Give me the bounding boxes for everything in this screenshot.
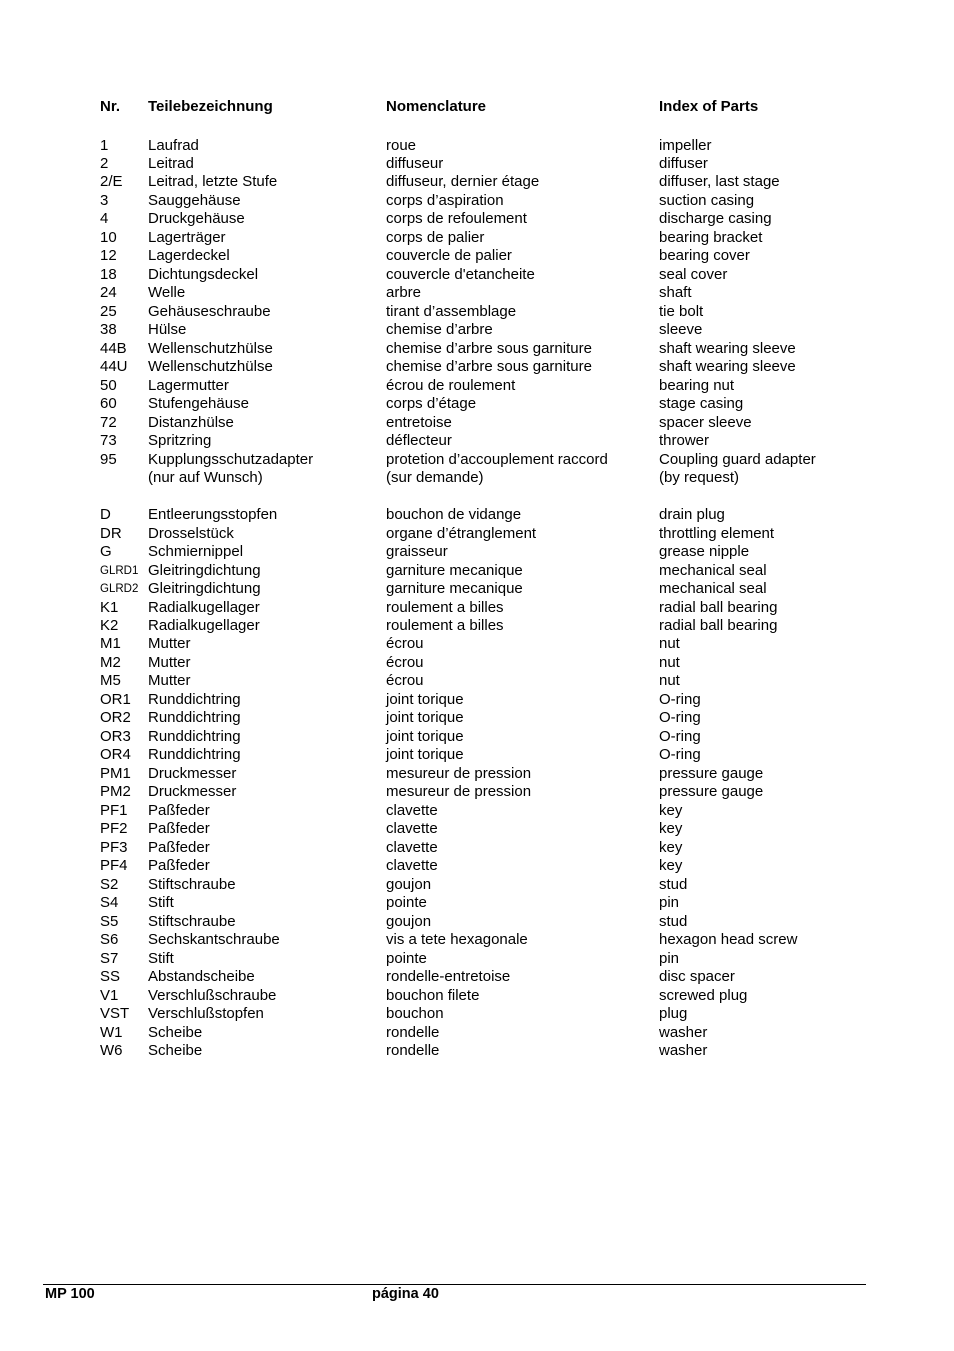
parts-row <box>0 358 954 376</box>
parts-cell-fr: corps de palier <box>386 228 485 246</box>
parts-row <box>0 709 954 727</box>
parts-cell-de: Mutter <box>148 672 191 690</box>
parts-cell-en: bearing bracket <box>659 228 763 246</box>
parts-cell-de: Paßfeder <box>148 801 210 819</box>
parts-cell-nr: 95 <box>100 450 117 468</box>
parts-cell-fr: goujon <box>386 912 432 930</box>
parts-cell-fr: bouchon <box>386 1005 444 1023</box>
parts-header-row <box>0 98 954 116</box>
parts-cell-fr: joint torique <box>386 709 464 727</box>
parts-cell-nr: V1 <box>100 986 119 1004</box>
parts-cell-fr: rondelle <box>386 1023 440 1041</box>
parts-row <box>0 746 954 764</box>
parts-cell-en: pin <box>659 949 680 967</box>
parts-cell-nr: 12 <box>100 247 117 265</box>
parts-cell-de: Lagerdeckel <box>148 247 230 265</box>
parts-cell-fr: couvercle d'etancheite <box>386 265 535 283</box>
parts-cell-nr: S2 <box>100 875 119 893</box>
parts-cell-fr: rondelle-entretoise <box>386 968 511 986</box>
parts-cell-de: Dichtungsdeckel <box>148 265 259 283</box>
parts-cell-en: radial ball bearing <box>659 616 778 634</box>
parts-cell-fr: corps de refoulement <box>386 210 527 228</box>
parts-cell-nr: S7 <box>100 949 119 967</box>
parts-cell-en: nut <box>659 635 680 653</box>
parts-row <box>0 432 954 450</box>
parts-cell-de: Runddichtring <box>148 727 241 745</box>
parts-cell-nr: 25 <box>100 302 117 320</box>
parts-cell-de: Stift <box>148 894 174 912</box>
parts-cell-fr: clavette <box>386 857 438 875</box>
parts-row <box>0 284 954 302</box>
parts-cell-fr: joint torique <box>386 727 464 745</box>
parts-row <box>0 303 954 321</box>
parts-cell-en: (by request) <box>659 469 740 487</box>
parts-row <box>0 599 954 617</box>
footer-model: MP 100 <box>45 1286 95 1302</box>
parts-row <box>0 783 954 801</box>
parts-row <box>0 377 954 395</box>
parts-cell-en: key <box>659 838 683 856</box>
parts-cell-de: Leitrad <box>148 154 194 172</box>
parts-cell-fr: corps d’étage <box>386 395 477 413</box>
parts-cell-nr: SS <box>100 968 121 986</box>
parts-cell-fr: bouchon de vidange <box>386 506 522 524</box>
parts-cell-fr: bouchon filete <box>386 986 480 1004</box>
parts-cell-nr: M1 <box>100 635 121 653</box>
parts-cell-fr: chemise d’arbre <box>386 321 493 339</box>
parts-cell-nr: 50 <box>100 376 117 394</box>
parts-cell-fr: joint torique <box>386 690 464 708</box>
parts-cell-fr: protetion d’accouplement raccord <box>386 450 608 468</box>
header-english: Index of Parts <box>659 98 759 115</box>
parts-cell-en: nut <box>659 672 680 690</box>
parts-cell-nr: PM1 <box>100 764 131 782</box>
parts-cell-de: Gehäuseschraube <box>148 302 271 320</box>
parts-cell-en: bearing cover <box>659 247 750 265</box>
parts-row <box>0 968 954 986</box>
parts-row <box>0 525 954 543</box>
parts-cell-fr: clavette <box>386 801 438 819</box>
parts-cell-nr: 44B <box>100 339 127 357</box>
parts-cell-de: Schmiernippel <box>148 543 244 561</box>
parts-cell-nr: S6 <box>100 931 119 949</box>
parts-cell-de: Hülse <box>148 321 187 339</box>
parts-cell-de: Laufrad <box>148 136 199 154</box>
parts-cell-de: Verschlußschraube <box>148 986 277 1004</box>
parts-row <box>0 820 954 838</box>
parts-cell-en: screwed plug <box>659 986 748 1004</box>
parts-cell-de: Runddichtring <box>148 690 241 708</box>
parts-cell-de: Gleitringdichtung <box>148 580 261 598</box>
parts-row <box>0 672 954 690</box>
parts-cell-en: O-ring <box>659 727 701 745</box>
parts-cell-en: pin <box>659 894 680 912</box>
parts-cell-en: diffuser <box>659 154 708 172</box>
parts-cell-nr: PF1 <box>100 801 128 819</box>
parts-row <box>0 617 954 635</box>
parts-cell-nr: GLRD2 <box>100 583 139 596</box>
parts-row <box>0 562 954 580</box>
parts-cell-en: Coupling guard adapter <box>659 450 816 468</box>
parts-cell-fr: organe d’étranglement <box>386 524 537 542</box>
parts-cell-de: Stift <box>148 949 174 967</box>
parts-cell-de: Wellenschutzhülse <box>148 339 273 357</box>
parts-cell-de: Sauggehäuse <box>148 191 241 209</box>
parts-cell-fr: écrou <box>386 672 424 690</box>
parts-cell-fr: clavette <box>386 838 438 856</box>
parts-cell-en: seal cover <box>659 265 728 283</box>
parts-cell-de: Stufengehäuse <box>148 395 249 413</box>
parts-cell-fr: écrou <box>386 653 424 671</box>
parts-row <box>0 1024 954 1042</box>
parts-cell-en: sleeve <box>659 321 703 339</box>
parts-row <box>0 192 954 210</box>
parts-cell-de: Leitrad, letzte Stufe <box>148 173 278 191</box>
parts-cell-en: radial ball bearing <box>659 598 778 616</box>
parts-cell-en: shaft wearing sleeve <box>659 358 796 376</box>
parts-row <box>0 728 954 746</box>
parts-row <box>0 266 954 284</box>
parts-row <box>0 950 954 968</box>
parts-cell-en: shaft wearing sleeve <box>659 339 796 357</box>
parts-row <box>0 321 954 339</box>
parts-cell-nr: 1 <box>100 136 109 154</box>
parts-cell-fr: pointe <box>386 894 427 912</box>
parts-cell-fr: tirant d’assemblage <box>386 302 517 320</box>
parts-cell-en: plug <box>659 1005 688 1023</box>
parts-cell-nr: M5 <box>100 672 121 690</box>
header-nr: Nr. <box>100 98 121 115</box>
parts-row <box>0 414 954 432</box>
footer-page-number: página 40 <box>372 1286 439 1302</box>
parts-cell-de: Radialkugellager <box>148 616 260 634</box>
parts-cell-de: Entleerungsstopfen <box>148 506 278 524</box>
parts-cell-nr: 2/E <box>100 173 123 191</box>
parts-cell-nr: 24 <box>100 284 117 302</box>
parts-cell-fr: entretoise <box>386 413 452 431</box>
parts-row <box>0 395 954 413</box>
parts-cell-nr: GLRD1 <box>100 564 139 577</box>
parts-cell-de: Wellenschutzhülse <box>148 358 273 376</box>
parts-cell-en: thrower <box>659 432 710 450</box>
parts-cell-de: (nur auf Wunsch) <box>148 469 263 487</box>
parts-row <box>0 210 954 228</box>
parts-cell-en: diffuser, last stage <box>659 173 780 191</box>
parts-cell-fr: diffuseur <box>386 154 444 172</box>
parts-cell-de: Distanzhülse <box>148 413 234 431</box>
parts-cell-fr: arbre <box>386 284 422 302</box>
parts-row <box>0 876 954 894</box>
parts-cell-nr: VST <box>100 1005 130 1023</box>
parts-cell-nr: 38 <box>100 321 117 339</box>
parts-cell-fr: roue <box>386 136 417 154</box>
parts-row <box>0 913 954 931</box>
parts-row <box>0 1005 954 1023</box>
parts-cell-fr: pointe <box>386 949 427 967</box>
parts-cell-nr: W1 <box>100 1023 123 1041</box>
parts-cell-en: bearing nut <box>659 376 735 394</box>
parts-cell-en: washer <box>659 1023 708 1041</box>
parts-cell-en: nut <box>659 653 680 671</box>
parts-row <box>0 839 954 857</box>
parts-cell-fr: déflecteur <box>386 432 452 450</box>
parts-row <box>0 137 954 155</box>
parts-cell-fr: roulement a billes <box>386 616 504 634</box>
parts-cell-nr: 18 <box>100 265 117 283</box>
parts-row <box>0 247 954 265</box>
parts-cell-nr: 4 <box>100 210 109 228</box>
parts-cell-en: washer <box>659 1042 708 1060</box>
parts-cell-en: spacer sleeve <box>659 413 752 431</box>
parts-row <box>0 580 954 598</box>
parts-row <box>0 155 954 173</box>
parts-cell-en: O-ring <box>659 709 701 727</box>
parts-cell-de: Paßfeder <box>148 838 210 856</box>
parts-cell-fr: rondelle <box>386 1042 440 1060</box>
parts-cell-de: Paßfeder <box>148 857 210 875</box>
parts-cell-en: pressure gauge <box>659 764 764 782</box>
parts-cell-en: key <box>659 820 683 838</box>
parts-cell-en: stud <box>659 912 688 930</box>
parts-cell-en: O-ring <box>659 690 701 708</box>
parts-cell-en: discharge casing <box>659 210 772 228</box>
parts-cell-nr: 73 <box>100 432 117 450</box>
parts-cell-de: Druckmesser <box>148 783 237 801</box>
parts-cell-en: drain plug <box>659 506 725 524</box>
parts-row <box>0 987 954 1005</box>
parts-cell-nr: 2 <box>100 154 109 172</box>
parts-cell-de: Spritzring <box>148 432 212 450</box>
parts-row <box>0 229 954 247</box>
parts-row <box>0 469 954 487</box>
parts-row <box>0 691 954 709</box>
parts-cell-en: key <box>659 857 683 875</box>
parts-cell-de: Gleitringdichtung <box>148 561 261 579</box>
parts-cell-fr: goujon <box>386 875 432 893</box>
parts-cell-en: shaft <box>659 284 692 302</box>
parts-cell-fr: corps d’aspiration <box>386 191 504 209</box>
parts-row <box>0 802 954 820</box>
parts-cell-en: grease nipple <box>659 543 750 561</box>
parts-row <box>0 635 954 653</box>
parts-cell-fr: joint torique <box>386 746 464 764</box>
parts-cell-en: hexagon head screw <box>659 931 798 949</box>
parts-cell-en: suction casing <box>659 191 755 209</box>
parts-cell-de: Kupplungsschutzadapter <box>148 450 314 468</box>
parts-cell-en: pressure gauge <box>659 783 764 801</box>
parts-cell-nr: 60 <box>100 395 117 413</box>
parts-cell-en: impeller <box>659 136 712 154</box>
parts-cell-nr: PF4 <box>100 857 128 875</box>
parts-cell-de: Druckgehäuse <box>148 210 245 228</box>
parts-cell-fr: couvercle de palier <box>386 247 512 265</box>
parts-row <box>0 857 954 875</box>
parts-cell-en: mechanical seal <box>659 580 767 598</box>
parts-cell-fr: écrou <box>386 635 424 653</box>
parts-cell-de: Stiftschraube <box>148 875 236 893</box>
parts-row <box>0 931 954 949</box>
parts-cell-en: O-ring <box>659 746 701 764</box>
parts-cell-nr: 10 <box>100 228 117 246</box>
parts-cell-fr: (sur demande) <box>386 469 484 487</box>
parts-cell-nr: DR <box>100 524 122 542</box>
parts-cell-nr: OR1 <box>100 690 131 708</box>
parts-row <box>0 340 954 358</box>
parts-cell-nr: K1 <box>100 598 119 616</box>
parts-cell-fr: garniture mecanique <box>386 580 523 598</box>
parts-cell-de: Runddichtring <box>148 746 241 764</box>
parts-cell-en: tie bolt <box>659 302 704 320</box>
parts-row <box>0 543 954 561</box>
parts-cell-fr: graisseur <box>386 543 448 561</box>
parts-cell-de: Scheibe <box>148 1023 203 1041</box>
parts-cell-nr: S4 <box>100 894 119 912</box>
parts-cell-fr: garniture mecanique <box>386 561 523 579</box>
parts-row <box>0 506 954 524</box>
parts-cell-de: Lagermutter <box>148 376 229 394</box>
parts-cell-fr: roulement a billes <box>386 598 504 616</box>
parts-cell-de: Runddichtring <box>148 709 241 727</box>
parts-cell-nr: K2 <box>100 616 119 634</box>
parts-row <box>0 894 954 912</box>
parts-cell-nr: 3 <box>100 191 109 209</box>
parts-row <box>0 654 954 672</box>
parts-cell-nr: PF3 <box>100 838 128 856</box>
parts-cell-de: Scheibe <box>148 1042 203 1060</box>
parts-cell-de: Stiftschraube <box>148 912 236 930</box>
parts-cell-fr: chemise d’arbre sous garniture <box>386 358 592 376</box>
header-german: Teilebezeichnung <box>148 98 273 115</box>
parts-cell-fr: chemise d’arbre sous garniture <box>386 339 592 357</box>
parts-cell-fr: diffuseur, dernier étage <box>386 173 540 191</box>
parts-row <box>0 1042 954 1060</box>
parts-cell-nr: PM2 <box>100 783 131 801</box>
parts-cell-nr: S5 <box>100 912 119 930</box>
parts-row <box>0 173 954 191</box>
parts-cell-nr: 44U <box>100 358 128 376</box>
parts-cell-en: disc spacer <box>659 968 735 986</box>
parts-cell-en: throttling element <box>659 524 775 542</box>
parts-cell-nr: 72 <box>100 413 117 431</box>
parts-cell-de: Mutter <box>148 635 191 653</box>
parts-cell-fr: clavette <box>386 820 438 838</box>
parts-cell-nr: PF2 <box>100 820 128 838</box>
parts-cell-fr: mesureur de pression <box>386 783 532 801</box>
parts-cell-de: Verschlußstopfen <box>148 1005 264 1023</box>
parts-cell-en: stud <box>659 875 688 893</box>
parts-cell-fr: écrou de roulement <box>386 376 516 394</box>
parts-cell-fr: vis a tete hexagonale <box>386 931 528 949</box>
parts-cell-de: Druckmesser <box>148 764 237 782</box>
parts-cell-nr: G <box>100 543 112 561</box>
parts-cell-de: Mutter <box>148 653 191 671</box>
parts-row <box>0 765 954 783</box>
parts-row <box>0 451 954 469</box>
parts-cell-en: mechanical seal <box>659 561 767 579</box>
parts-cell-de: Sechskantschraube <box>148 931 280 949</box>
parts-cell-nr: W6 <box>100 1042 123 1060</box>
parts-cell-de: Abstandscheibe <box>148 968 255 986</box>
parts-cell-fr: mesureur de pression <box>386 764 532 782</box>
parts-cell-de: Welle <box>148 284 186 302</box>
footer-divider <box>43 1284 866 1285</box>
parts-cell-en: key <box>659 801 683 819</box>
header-french: Nomenclature <box>386 98 487 115</box>
parts-cell-nr: OR2 <box>100 709 131 727</box>
parts-cell-nr: D <box>100 506 111 524</box>
parts-cell-de: Radialkugellager <box>148 598 260 616</box>
parts-cell-nr: OR3 <box>100 727 131 745</box>
parts-cell-nr: OR4 <box>100 746 131 764</box>
parts-cell-de: Paßfeder <box>148 820 210 838</box>
parts-cell-de: Lagerträger <box>148 228 226 246</box>
parts-cell-nr: M2 <box>100 653 121 671</box>
parts-cell-de: Drosselstück <box>148 524 234 542</box>
parts-cell-en: stage casing <box>659 395 744 413</box>
